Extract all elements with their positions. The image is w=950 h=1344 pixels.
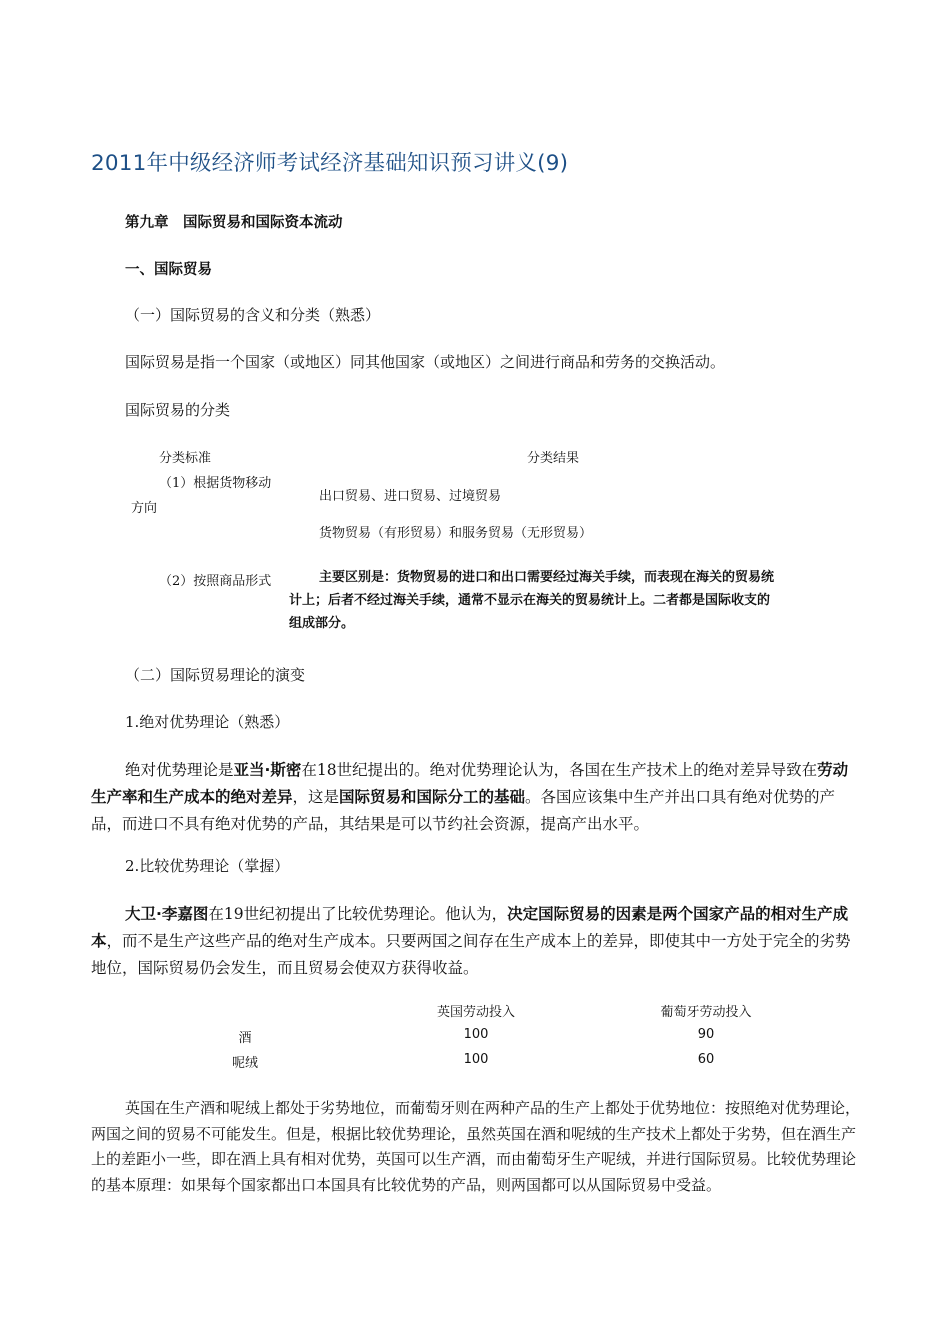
row2-note bbox=[289, 566, 829, 635]
text-run: ，这是 bbox=[292, 788, 340, 806]
labor-cell: 90 bbox=[697, 1027, 715, 1042]
bold-run: 决定国际贸易的因素是两个国家产品的相对生产成本 bbox=[91, 905, 849, 950]
subsection-heading: （一）国际贸易的含义和分类（熟悉） bbox=[125, 306, 381, 324]
labor-cell: 100 bbox=[463, 1052, 489, 1067]
labor-col-uk: 英国劳动投入 bbox=[436, 1005, 515, 1020]
row2-note-line: 主要区别是：货物贸易的进口和出口需要经过海关手续，而表现在海关的贸易统 bbox=[319, 570, 775, 585]
text-run: 。各国应该集中生产并出口具有绝对优势的产品，而进口不具有绝对优势的产品，其结果是可以节约社会资源，提高产出水平。 bbox=[91, 788, 836, 833]
text-run: 在19世纪初提出了比较优势理论。他认为， bbox=[208, 905, 508, 923]
theory1-heading-text: 1.绝对优势理论（熟悉） bbox=[125, 713, 290, 731]
theory1-paragraph bbox=[91, 757, 861, 838]
labor-cell: 60 bbox=[697, 1052, 715, 1067]
row2-note-line: 组成部分。 bbox=[289, 616, 355, 631]
bold-run: 大卫·李嘉图 bbox=[125, 905, 209, 923]
table-header-result: 分类结果 bbox=[527, 451, 580, 466]
row1-standard-cont: 方向 bbox=[131, 501, 158, 516]
bold-run: 国际贸易和国际分工的基础 bbox=[339, 788, 526, 806]
chapter-heading: 第九章 国际贸易和国际资本流动 bbox=[125, 215, 343, 231]
theory2-heading: 2.比较优势理论（掌握） bbox=[125, 857, 290, 875]
definition-text: 国际贸易是指一个国家（或地区）同其他国家（或地区）之间进行商品和劳务的交换活动。 bbox=[125, 353, 726, 371]
theory2-paragraph bbox=[91, 901, 861, 982]
row2-note-line: 计上；后者不经过海关手续，通常不显示在海关的贸易统计上。二者都是国际收支的 bbox=[289, 593, 771, 608]
conclusion-paragraph: 英国在生产酒和呢绒上都处于劣势地位，而葡萄牙则在两种产品的生产上都处于优势地位：按照绝对优势理论，两国之间的贸易不可能发生。但是，根据比较优势理论，虽然英国在酒和呢绒的生产技术上都处于劣势，但在酒生产上的差距小一些，即在酒上具有相对优势，英国可以生产酒，而由葡萄牙生产呢绒，并进行国际贸易。比较优势理论的基本原理：如果每个国家都出口本国具有比较优势的产品，则两国都可以从国际贸易中受益。 bbox=[91, 1099, 861, 1194]
theory1-heading bbox=[125, 711, 289, 732]
bold-run: 劳动生产率和生产成本的绝对差异 bbox=[91, 761, 849, 806]
row2-result: 货物贸易（有形贸易）和服务贸易（无形贸易） bbox=[319, 526, 593, 541]
text-run: 绝对优势理论是 bbox=[125, 761, 234, 779]
labor-row-label: 酒 bbox=[238, 1031, 252, 1046]
labor-col-pt: 葡萄牙劳动投入 bbox=[660, 1005, 752, 1020]
text-run: ，而不是生产这些产品的绝对生产成本。只要两国之间存在生产成本上的差异，即使其中一方处于完全的劣势地位，国际贸易仍会发生，而且贸易会使双方获得收益。 bbox=[91, 932, 851, 977]
labor-cell: 100 bbox=[463, 1027, 489, 1042]
row2-standard: （2）按照商品形式 bbox=[159, 574, 272, 589]
table-header-standard: 分类标准 bbox=[159, 451, 212, 466]
subsection-heading: （二）国际贸易理论的演变 bbox=[125, 666, 306, 684]
labor-row-label: 呢绒 bbox=[231, 1056, 258, 1071]
row1-result: 出口贸易、进口贸易、过境贸易 bbox=[319, 489, 502, 504]
page-title: 2011年中级经济师考试经济基础知识预习讲义(9) bbox=[91, 151, 569, 176]
bold-run: 亚当·斯密 bbox=[233, 761, 302, 779]
classification-heading: 国际贸易的分类 bbox=[125, 401, 231, 419]
section-heading: 一、国际贸易 bbox=[125, 262, 212, 278]
text-run: 在18世纪提出的。绝对优势理论认为，各国在生产技术上的绝对差异导致在 bbox=[301, 761, 818, 779]
row1-standard: （1）根据货物移动 bbox=[159, 476, 272, 491]
